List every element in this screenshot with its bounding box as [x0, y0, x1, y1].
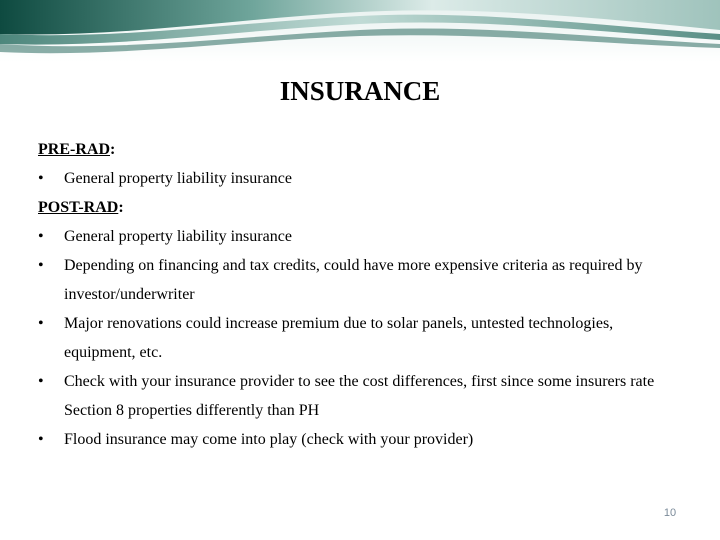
bullet-icon: •	[38, 431, 44, 448]
bullet-icon: •	[38, 373, 44, 390]
bullet-item: • Check with your insurance provider to see the cost differences, first since some insurers rate Section 8 properties differently than PH	[38, 367, 678, 425]
pre-rad-heading: PRE-RAD:	[38, 141, 116, 158]
header-banner	[0, 0, 720, 62]
bullet-item: • General property liability insurance	[38, 164, 678, 193]
post-rad-heading: POST-RAD:	[38, 199, 124, 216]
bullet-icon: •	[38, 228, 44, 245]
bullet-item: • General property liability insurance	[38, 222, 678, 251]
bullet-item: • Major renovations could increase premium due to solar panels, untested technologies, equipment, etc.	[38, 309, 678, 367]
bullet-item: • Flood insurance may come into play (check with your provider)	[38, 425, 678, 454]
slide-title: INSURANCE	[279, 76, 441, 106]
bullet-icon: •	[38, 170, 44, 187]
slide-body	[38, 135, 678, 454]
bullet-item: • Depending on financing and tax credits, could have more expensive criteria as required by investor/underwriter	[38, 251, 678, 309]
bullet-icon: •	[38, 315, 44, 332]
page-number: 10	[663, 507, 677, 519]
bullet-icon: •	[38, 257, 44, 274]
